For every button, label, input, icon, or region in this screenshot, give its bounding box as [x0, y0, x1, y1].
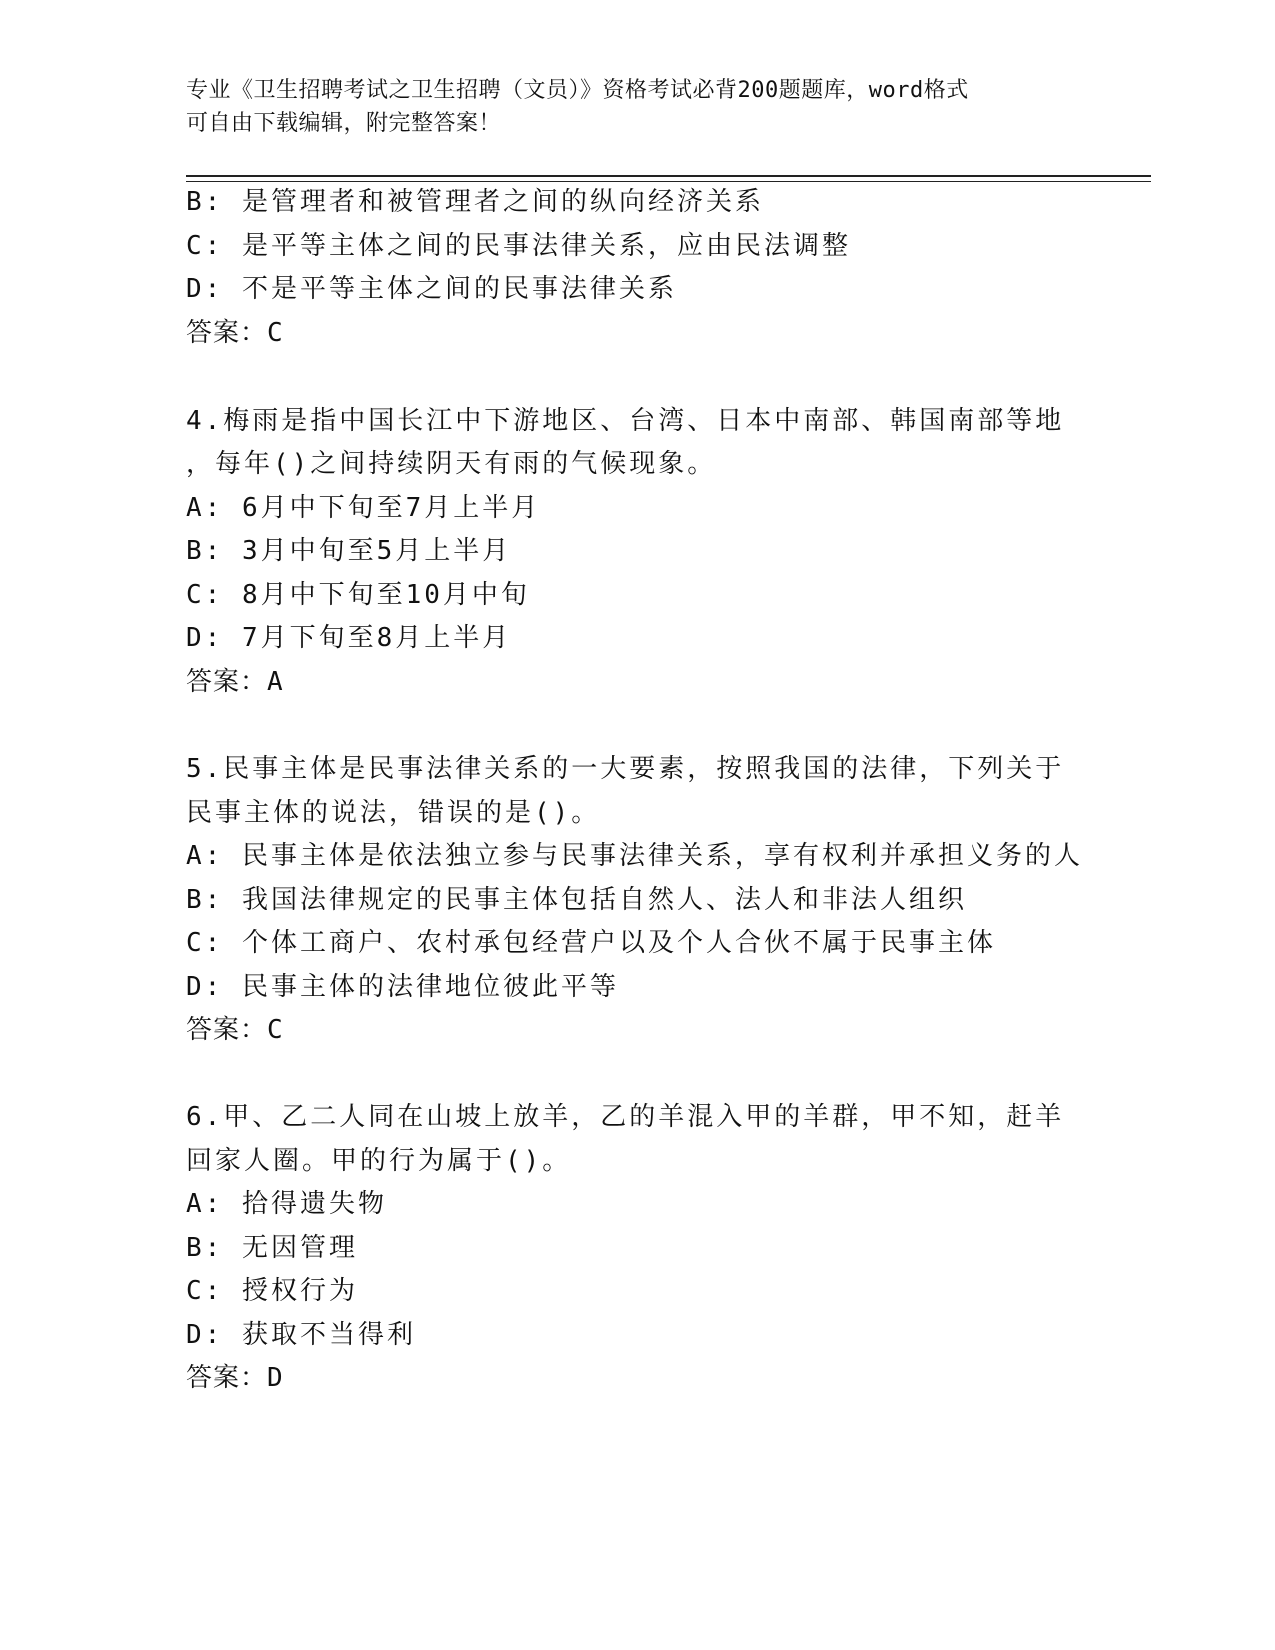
q4-option-c: C: 8月中下旬至10月中旬: [186, 580, 530, 610]
q6-stem-line-2: 回家人圈。甲的行为属于()。: [186, 1146, 572, 1176]
q5-answer: 答案：C: [186, 1015, 284, 1045]
q5-option-b: B: 我国法律规定的民事主体包括自然人、法人和非法人组织: [186, 885, 967, 915]
document-header: [186, 74, 1066, 140]
q6-option-c: C: 授权行为: [186, 1276, 358, 1306]
q4-stem-line-2: ，每年()之间持续阴天有雨的气候现象。: [186, 449, 717, 479]
q4-option-b: B: 3月中旬至5月上半月: [186, 536, 512, 566]
q4-option-d: D: 7月下旬至8月上半月: [186, 623, 512, 653]
q3-option-b: B: 是管理者和被管理者之间的纵向经济关系: [186, 187, 764, 217]
q5-stem-line-2: 民事主体的说法，错误的是()。: [186, 798, 601, 828]
q6-option-a: A: 拾得遗失物: [186, 1189, 387, 1219]
q4-stem-line-1: 4.梅雨是指中国长江中下游地区、台湾、日本中南部、韩国南部等地: [186, 406, 1065, 436]
header-title-line-1: 专业《卫生招聘考试之卫生招聘（文员）》资格考试必背200题题库，word格式: [186, 78, 969, 103]
header-title-line-2: 可自由下载编辑，附完整答案！: [186, 111, 502, 136]
q6-option-b: B: 无因管理: [186, 1233, 358, 1263]
q3-option-c: C: 是平等主体之间的民事法律关系，应由民法调整: [186, 231, 851, 261]
q5-option-a: A: 民事主体是依法独立参与民事法律关系，享有权利并承担义务的人: [186, 841, 1083, 871]
q5-stem-line-1: 5.民事主体是民事法律关系的一大要素，按照我国的法律，下列关于: [186, 754, 1065, 784]
q4-answer: 答案：A: [186, 667, 284, 697]
header-divider-thick: [186, 175, 1151, 177]
q5-option-d: D: 民事主体的法律地位彼此平等: [186, 972, 619, 1002]
q6-option-d: D: 获取不当得利: [186, 1320, 416, 1350]
q3-answer: 答案：C: [186, 318, 284, 348]
q6-stem-line-1: 6.甲、乙二人同在山坡上放羊，乙的羊混入甲的羊群，甲不知，赶羊: [186, 1102, 1065, 1132]
q5-option-c: C: 个体工商户、农村承包经营户以及个人合伙不属于民事主体: [186, 928, 996, 958]
q4-option-a: A: 6月中下旬至7月上半月: [186, 493, 541, 523]
q3-option-d: D: 不是平等主体之间的民事法律关系: [186, 274, 677, 304]
q6-answer: 答案：D: [186, 1363, 284, 1393]
